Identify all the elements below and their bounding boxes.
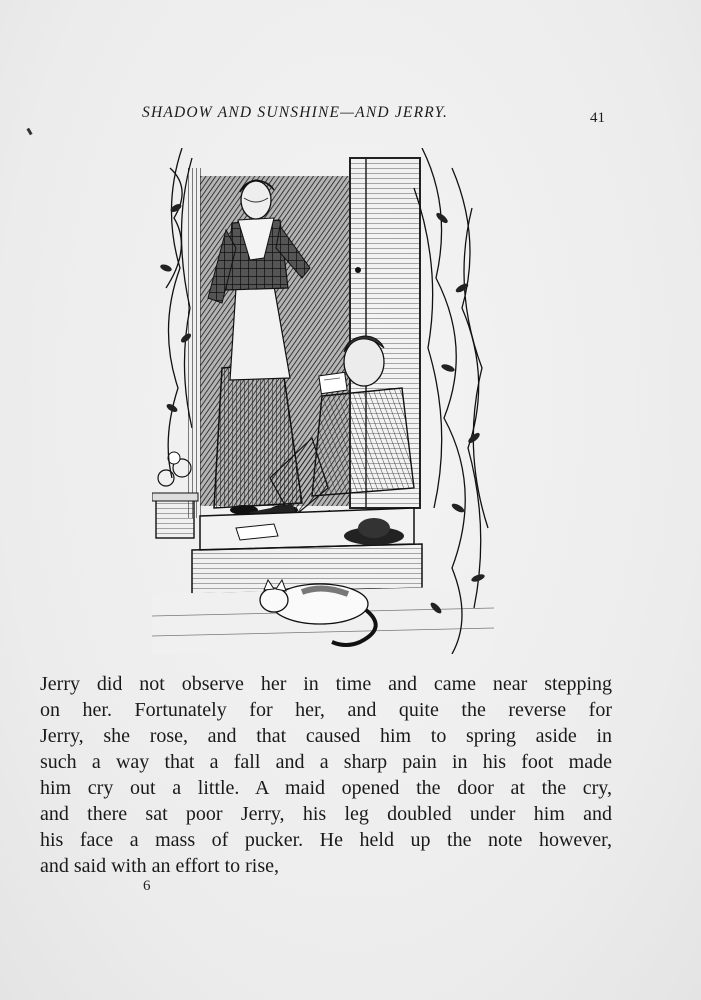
text-line: his face a mass of pucker. He held up the note however, <box>40 829 612 851</box>
engraving-illustration <box>152 148 494 654</box>
text-line: on her. Fortunately for her, and quite the reverse for <box>40 699 612 721</box>
text-line: such a way that a fall and a sharp pain in his foot made <box>40 751 612 773</box>
text-line: Jerry, she rose, and that caused him to spring aside in <box>40 725 612 747</box>
page-number: 41 <box>590 110 605 126</box>
text-line: Jerry did not observe her in time and came near stepping <box>40 673 612 695</box>
body-paragraph <box>40 671 612 879</box>
text-line: him cry out a little. A maid opened the door at the cry, <box>40 777 612 799</box>
flower-pot <box>156 498 194 538</box>
ink-speck <box>26 128 32 136</box>
text-line: and said with an effort to rise, <box>40 855 280 877</box>
text-line: and there sat poor Jerry, his leg doubled under him and <box>40 803 612 825</box>
signature-mark: 6 <box>143 878 151 894</box>
running-title: SHADOW AND SUNSHINE—AND JERRY. <box>142 104 449 121</box>
